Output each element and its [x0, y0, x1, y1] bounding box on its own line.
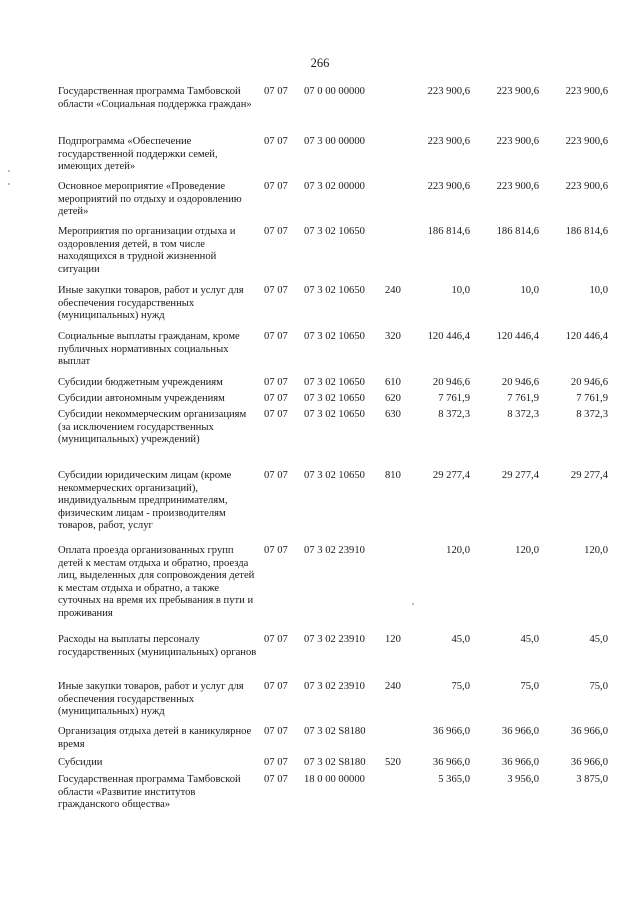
row-value-2: 223 900,6 [496, 136, 539, 147]
row-value-1: 120 446,4 [427, 331, 470, 342]
table-row [0, 86, 640, 136]
row-name: Субсидии бюджетным учреждениям [58, 377, 223, 388]
row-value-2: 120,0 [515, 545, 539, 556]
row-value-3: 3 875,0 [576, 774, 608, 785]
row-value-3: 223 900,6 [565, 136, 608, 147]
row-value-2: 45,0 [520, 634, 539, 645]
row-value-3: 120,0 [584, 545, 608, 556]
row-target-code: 18 0 00 00000 [304, 774, 365, 785]
row-value-1: 10,0 [451, 285, 470, 296]
row-value-3: 186 814,6 [565, 226, 608, 237]
table-row [0, 226, 640, 285]
scan-speck [8, 183, 10, 185]
row-value-1: 75,0 [451, 681, 470, 692]
row-value-1: 7 761,9 [438, 393, 470, 404]
row-target-code: 07 3 02 23910 [304, 545, 365, 556]
row-name: Организация отдыха детей в каникулярное время [58, 726, 252, 750]
row-value-3: 29 277,4 [570, 470, 608, 481]
row-value-1: 8 372,3 [438, 409, 470, 420]
row-target-code: 07 3 02 S8180 [304, 757, 366, 768]
row-value-2: 10,0 [520, 285, 539, 296]
row-section-code: 07 07 [264, 681, 288, 692]
row-value-3: 223 900,6 [565, 86, 608, 97]
row-value-3: 36 966,0 [570, 726, 608, 737]
row-target-code: 07 0 00 00000 [304, 86, 365, 97]
row-section-code: 07 07 [264, 226, 288, 237]
row-section-code: 07 07 [264, 545, 288, 556]
row-value-3: 223 900,6 [565, 181, 608, 192]
row-value-1: 223 900,6 [427, 86, 470, 97]
row-name: Субсидии автономным учреждениям [58, 393, 225, 404]
row-value-2: 3 956,0 [507, 774, 539, 785]
row-name: Государственная программа Тамбовской области «Социальная поддержка граждан» [58, 86, 252, 110]
row-target-code: 07 3 02 10650 [304, 393, 365, 404]
row-value-2: 223 900,6 [496, 181, 539, 192]
row-value-2: 223 900,6 [496, 86, 539, 97]
row-expense-type: 620 [385, 393, 401, 404]
row-value-1: 36 966,0 [432, 726, 470, 737]
row-name: Основное мероприятие «Проведение мероприятий по отдыху и оздоровлению детей» [58, 181, 242, 217]
row-target-code: 07 3 02 10650 [304, 331, 365, 342]
row-target-code: 07 3 02 10650 [304, 285, 365, 296]
row-name: Социальные выплаты гражданам, кроме публичных нормативных социальных выплат [58, 331, 240, 367]
row-value-1: 36 966,0 [432, 757, 470, 768]
scan-speck [8, 170, 10, 172]
row-value-2: 36 966,0 [501, 757, 539, 768]
row-value-3: 7 761,9 [576, 393, 608, 404]
row-expense-type: 320 [385, 331, 401, 342]
row-value-1: 29 277,4 [432, 470, 470, 481]
row-expense-type: 120 [385, 634, 401, 645]
page-number: 266 [310, 56, 330, 70]
row-value-2: 186 814,6 [496, 226, 539, 237]
row-value-1: 5 365,0 [438, 774, 470, 785]
row-target-code: 07 3 00 00000 [304, 136, 365, 147]
row-value-2: 36 966,0 [501, 726, 539, 737]
row-section-code: 07 07 [264, 331, 288, 342]
row-value-3: 20 946,6 [570, 377, 608, 388]
table-row [0, 393, 640, 409]
row-name: Подпрограмма «Обеспечение государственной поддержки семей, имеющих детей» [58, 136, 218, 172]
table-row [0, 470, 640, 545]
row-value-2: 75,0 [520, 681, 539, 692]
row-section-code: 07 07 [264, 757, 288, 768]
row-expense-type: 630 [385, 409, 401, 420]
row-name: Иные закупки товаров, работ и услуг для обеспечения государственных (муниципальных) нужд [58, 681, 244, 717]
row-value-3: 8 372,3 [576, 409, 608, 420]
row-value-2: 20 946,6 [501, 377, 539, 388]
row-target-code: 07 3 02 S8180 [304, 726, 366, 737]
row-value-1: 45,0 [451, 634, 470, 645]
row-value-2: 29 277,4 [501, 470, 539, 481]
row-section-code: 07 07 [264, 285, 288, 296]
row-value-3: 45,0 [589, 634, 608, 645]
row-value-1: 223 900,6 [427, 136, 470, 147]
row-target-code: 07 3 02 10650 [304, 470, 365, 481]
budget-table [0, 86, 640, 824]
scan-speck [412, 603, 414, 605]
row-section-code: 07 07 [264, 726, 288, 737]
row-value-1: 223 900,6 [427, 181, 470, 192]
row-expense-type: 240 [385, 285, 401, 296]
row-section-code: 07 07 [264, 136, 288, 147]
row-name: Расходы на выплаты персоналу государственных (муниципальных) органов [58, 634, 257, 658]
row-target-code: 07 3 02 10650 [304, 377, 365, 388]
row-expense-type: 610 [385, 377, 401, 388]
table-row [0, 774, 640, 824]
row-name: Субсидии юридическим лицам (кроме некоммерческих организаций), индивидуальным предпринимателям, физическим лицам - производителям товаров, работ, услуг [58, 470, 232, 531]
row-name: Мероприятия по организации отдыха и оздоровления детей, в том числе находящихся в трудной жизненной ситуации [58, 226, 236, 275]
row-section-code: 07 07 [264, 470, 288, 481]
row-value-2: 120 446,4 [496, 331, 539, 342]
table-row [0, 285, 640, 331]
table-row [0, 331, 640, 377]
row-value-1: 120,0 [446, 545, 470, 556]
row-value-3: 36 966,0 [570, 757, 608, 768]
row-expense-type: 520 [385, 757, 401, 768]
row-value-3: 120 446,4 [565, 331, 608, 342]
row-name: Государственная программа Тамбовской области «Развитие институтов гражданского общества» [58, 774, 241, 810]
table-row [0, 634, 640, 681]
row-name: Оплата проезда организованных групп детей к местам отдыха и обратно, проезда лиц, выделенных для сопровождения детей к местам отдыха и обратно, а также суточных на время их пребывания в пути и проживания [58, 545, 255, 619]
row-value-2: 8 372,3 [507, 409, 539, 420]
row-target-code: 07 3 02 00000 [304, 181, 365, 192]
table-row [0, 545, 640, 634]
table-row [0, 726, 640, 757]
table-row [0, 181, 640, 226]
row-expense-type: 810 [385, 470, 401, 481]
table-row [0, 409, 640, 470]
row-target-code: 07 3 02 10650 [304, 226, 365, 237]
row-section-code: 07 07 [264, 377, 288, 388]
row-name: Иные закупки товаров, работ и услуг для обеспечения государственных (муниципальных) нужд [58, 285, 244, 321]
row-name: Субсидии некоммерческим организациям (за исключением государственных (муниципальных) учреждений) [58, 409, 247, 445]
table-row [0, 681, 640, 726]
table-row [0, 757, 640, 774]
row-section-code: 07 07 [264, 393, 288, 404]
row-expense-type: 240 [385, 681, 401, 692]
row-section-code: 07 07 [264, 634, 288, 645]
row-value-3: 75,0 [589, 681, 608, 692]
row-target-code: 07 3 02 23910 [304, 681, 365, 692]
row-value-1: 186 814,6 [427, 226, 470, 237]
row-value-2: 7 761,9 [507, 393, 539, 404]
table-row [0, 377, 640, 393]
table-row [0, 136, 640, 181]
row-name: Субсидии [58, 757, 103, 768]
row-value-3: 10,0 [589, 285, 608, 296]
row-section-code: 07 07 [264, 86, 288, 97]
row-target-code: 07 3 02 23910 [304, 634, 365, 645]
row-section-code: 07 07 [264, 409, 288, 420]
row-target-code: 07 3 02 10650 [304, 409, 365, 420]
row-value-1: 20 946,6 [432, 377, 470, 388]
row-section-code: 07 07 [264, 774, 288, 785]
row-section-code: 07 07 [264, 181, 288, 192]
